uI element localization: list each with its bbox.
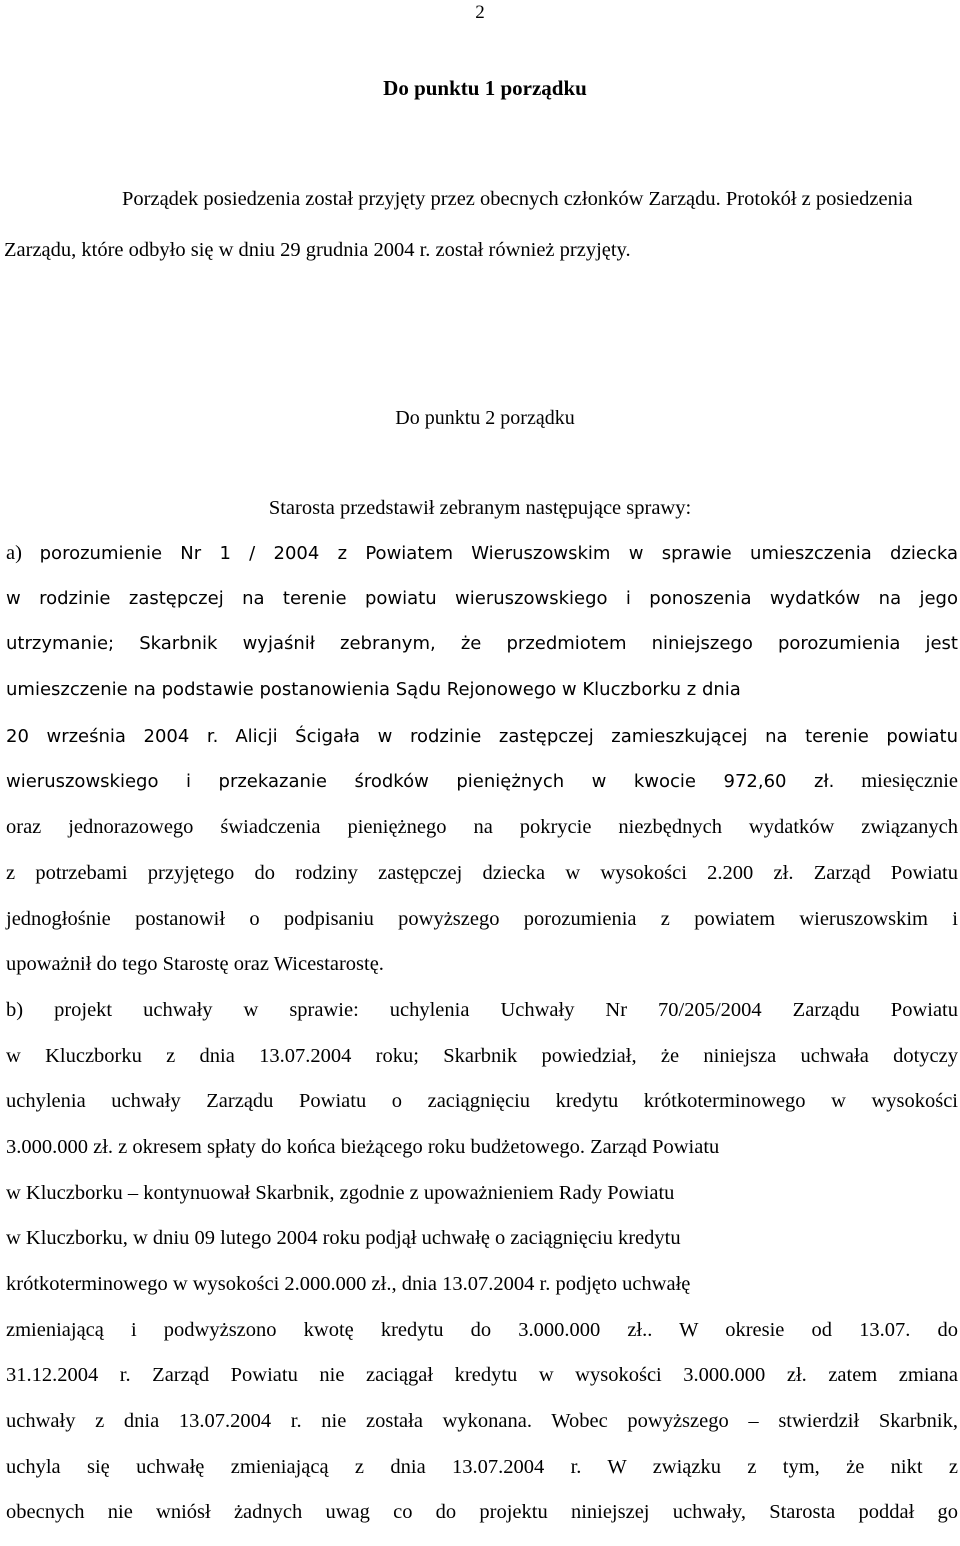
line-text: z (948, 1455, 958, 1478)
text-line (6, 998, 958, 1044)
page-number: 2 (475, 2, 485, 23)
section-2-body (6, 541, 958, 1546)
text-line: uchwały z dnia 13.07.2004 r. nie została wykonana. Wobec powyższego – stwierdził Skarbnik, (6, 1410, 958, 1433)
text-line: 31.12.2004 r. Zarząd Powiatu nie zaciągał kredytu w wysokości 3.000.000 zł. zatem zmiana (6, 1364, 958, 1387)
text-line (6, 1455, 958, 1501)
section-1-paragraph: Porządek posiedzenia został przyjęty przez obecnych członków Zarządu. Protokół z posiedzenia Zarządu, które odbyło się w dniu 29 grudnia 2004 r. został również przyjęty. (4, 188, 913, 261)
text-line (6, 861, 958, 907)
text-line (6, 724, 958, 770)
line-text: Alicji Ścigała w rodzinie zastępczej zamieszkującej na terenie powiatu (235, 725, 959, 747)
item-a-label: a) (6, 542, 22, 564)
section-heading-1: Do punktu 1 porządku (383, 76, 587, 100)
text-line (6, 541, 958, 587)
text-line (6, 769, 958, 815)
line-text: z potrzebami przyjętego do rodziny zastępczej dziecka w wysokości 2.200 zł. (6, 861, 794, 884)
text-line: oraz jednorazowego świadczenia pieniężnego na pokrycie niezbędnych wydatków związanych (6, 816, 958, 839)
text-line: w Kluczborku – kontynuował Skarbnik, zgodnie z upoważnieniem Rady Powiatu (6, 1181, 675, 1204)
section-2-intro: Starosta przedstawił zebranym następujące sprawy: (268, 497, 692, 519)
text-line: 3.000.000 zł. z okresem spłaty do końca bieżącego roku budżetowego. Zarząd Powiatu (6, 1135, 720, 1158)
line-text: uchyla się uchwałę zmieniającą z dnia 13.07.2004 r. W związku z tym, że nikt (6, 1455, 923, 1478)
text-line: w Kluczborku, w dniu 09 lutego 2004 roku podjął uchwałę o zaciągnięciu kredytu (6, 1227, 681, 1250)
text-line: w rodzinie zastępczej na terenie powiatu wieruszowskiego i ponoszenia wydatków na jego (6, 587, 958, 609)
text-line: utrzymanie; Skarbnik wyjaśnił zebranym, że przedmiotem niniejszego porozumienia jest (6, 633, 958, 655)
item-b-label: b) (6, 998, 24, 1021)
text-line: obecnych nie wniósł żadnych uwag co do projektu niniejszej uchwały, Starosta poddał go (6, 1501, 958, 1524)
line-text: porozumienie Nr 1 / 2004 z Powiatem Wieruszowskim w sprawie umieszczenia dziecka (39, 543, 959, 564)
line-text: 20 września 2004 r. (6, 725, 219, 747)
text-line: jednogłośnie postanowił o podpisaniu powyższego porozumienia z powiatem wieruszowskim i (6, 907, 958, 930)
line-text: wieruszowskiego i przekazanie środków pieniężnych w kwocie 972,60 zł. (6, 771, 835, 793)
text-line: krótkoterminowego w wysokości 2.000.000 zł., dnia 13.07.2004 r. podjęto uchwałę (6, 1273, 691, 1295)
text-line: zmieniającą i podwyższono kwotę kredytu do 3.000.000 zł.. W okresie od 13.07. do (6, 1318, 958, 1341)
text-line: umieszczenie na podstawie postanowienia Sądu Rejonowego w Kluczborku z dnia (6, 679, 741, 701)
line-text: Zarząd Powiatu (813, 861, 959, 884)
text-line: w Kluczborku z dnia 13.07.2004 roku; Skarbnik powiedział, że niniejsza uchwała dotyczy (6, 1044, 958, 1067)
text-line: upoważnił do tego Starostę oraz Wicestarostę. (6, 953, 384, 976)
text-line: uchylenia uchwały Zarządu Powiatu o zaciągnięciu kredytu krótkoterminowego w wysokości (6, 1090, 958, 1113)
line-text: projekt uchwały w sprawie: uchylenia Uchwały Nr 70/205/2004 Zarządu Powiatu (54, 998, 958, 1021)
section-heading-2: Do punktu 2 porządku (395, 407, 575, 429)
line-text: miesięcznie (861, 770, 958, 793)
